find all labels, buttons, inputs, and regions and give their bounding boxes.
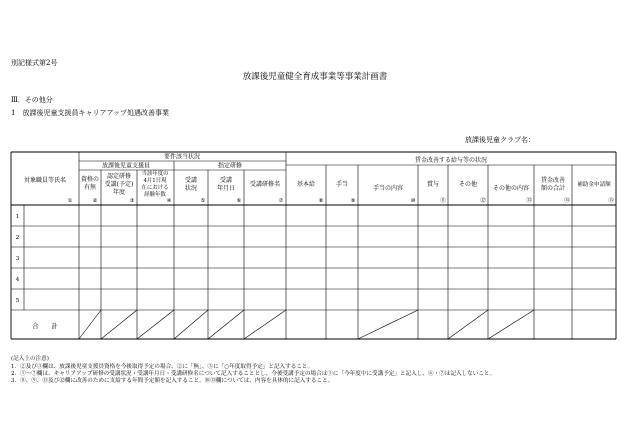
col-header-allowance: 手当	[335, 181, 349, 188]
col-number: ⑤	[200, 198, 206, 204]
col-header-attendance: 状況	[184, 185, 198, 192]
col-number: ③	[129, 198, 135, 204]
col-header-training-year: 年度	[112, 189, 126, 196]
col-header-target-staff: 対象職員等氏名	[23, 177, 67, 184]
col-header-qualification: 資格の	[80, 176, 100, 183]
col-number: ④	[166, 198, 172, 204]
col-header-attendance: 受講	[184, 177, 198, 184]
col-header-allowance-detail: 手当の内容	[372, 185, 404, 192]
col-header-experience: 4月1日現	[143, 178, 167, 184]
col-header-attendance-date: 受講	[219, 177, 233, 184]
row-number: 5	[15, 298, 20, 304]
col-header-qualification: 有無	[83, 184, 97, 191]
col-number: ⑭	[564, 198, 570, 204]
col-number: ⑪	[440, 198, 446, 204]
item-title: 1 放課後児童支援員キャリアアップ処遇改善事業	[11, 109, 169, 117]
row-number: 3	[15, 256, 20, 262]
total-cell-strike	[79, 310, 101, 339]
col-number: ①	[67, 198, 73, 204]
row-number: 4	[15, 277, 20, 283]
notes-heading: (記入上の注意)	[11, 356, 49, 362]
col-header-subsidy: 補助金申請額	[577, 182, 611, 188]
col-header-wage-total: 賃金改善	[540, 177, 566, 184]
group-header-requirements: 要件該当状況	[163, 153, 201, 161]
row-number: 1	[15, 214, 20, 220]
row-number: 2	[15, 235, 20, 241]
total-cell-strike	[244, 310, 286, 339]
subgroup-header-support-staff: 放課後児童支援員	[101, 162, 151, 170]
total-cell-strike	[137, 310, 174, 339]
col-header-wage-total: 額の合計	[540, 185, 566, 192]
col-number: ⑦	[278, 198, 284, 204]
col-header-other: その他	[458, 181, 478, 188]
col-header-other-detail: その他の内容	[492, 185, 530, 192]
col-header-base-salary: 基本給	[296, 181, 316, 188]
col-header-attendance-date: 年月日	[216, 185, 236, 192]
col-number: ⑥	[236, 198, 242, 204]
section-title: Ⅲ．その他分	[11, 96, 53, 104]
col-number: ⑨	[350, 198, 356, 204]
col-header-bonus: 賞与	[426, 181, 440, 188]
col-header-training-name: 受講研修名	[249, 181, 281, 188]
total-cell-strike	[488, 310, 534, 339]
note-line: 3．⑧、⑨、⑪及び⑫欄に改善のために支給する年間予定額を記入すること。⑩⑬欄については、内容を具体的に記入すること。	[11, 378, 334, 384]
note-line: 2．⑤～⑦欄は、キャリアアップ研修の受講状況・受講年月日・受講研修名について記入することとし、今後受講予定の場合は⑤に「今年度中に受講予定」と記入し、⑥・⑦は記入しないこと。	[11, 371, 496, 377]
col-header-experience: 経験年数	[144, 192, 166, 198]
col-number: ⑫	[480, 198, 486, 204]
col-number: ②	[92, 198, 98, 204]
total-cell-strike	[101, 310, 137, 339]
col-number: ⑩	[410, 198, 416, 204]
total-cell-strike	[448, 310, 488, 339]
total-cell-strike	[208, 310, 244, 339]
col-number: ⑧	[318, 198, 324, 204]
col-number: ⑮	[608, 198, 614, 204]
group-header-wage: 賃金改善する給与等の状況	[414, 157, 488, 164]
table-text	[16, 153, 615, 331]
document-title: 放課後児童健全育成事業等事業計画書	[242, 72, 388, 82]
col-number: ⑬	[526, 198, 532, 204]
total-cell-strike	[174, 310, 208, 339]
club-name-label: 放課後児童クラブ名：	[465, 136, 535, 144]
subgroup-header-designated-training: 指定研修	[217, 162, 243, 170]
col-header-training-year: 受講(予定)	[104, 181, 134, 188]
col-header-training-year: 認定研修	[106, 173, 132, 180]
total-label: 合 計	[32, 322, 58, 330]
col-header-experience: 当該年度の	[141, 171, 169, 177]
note-line: 1．②及び③欄は、放課後児童支援員資格を今後取得予定の場合、②に「無」、③に「○年度取得予定」と記入すること。	[11, 364, 314, 370]
col-header-experience: 在における	[141, 185, 169, 191]
total-cell-strike	[358, 310, 418, 339]
form-number: 別記様式第2号	[11, 59, 58, 67]
